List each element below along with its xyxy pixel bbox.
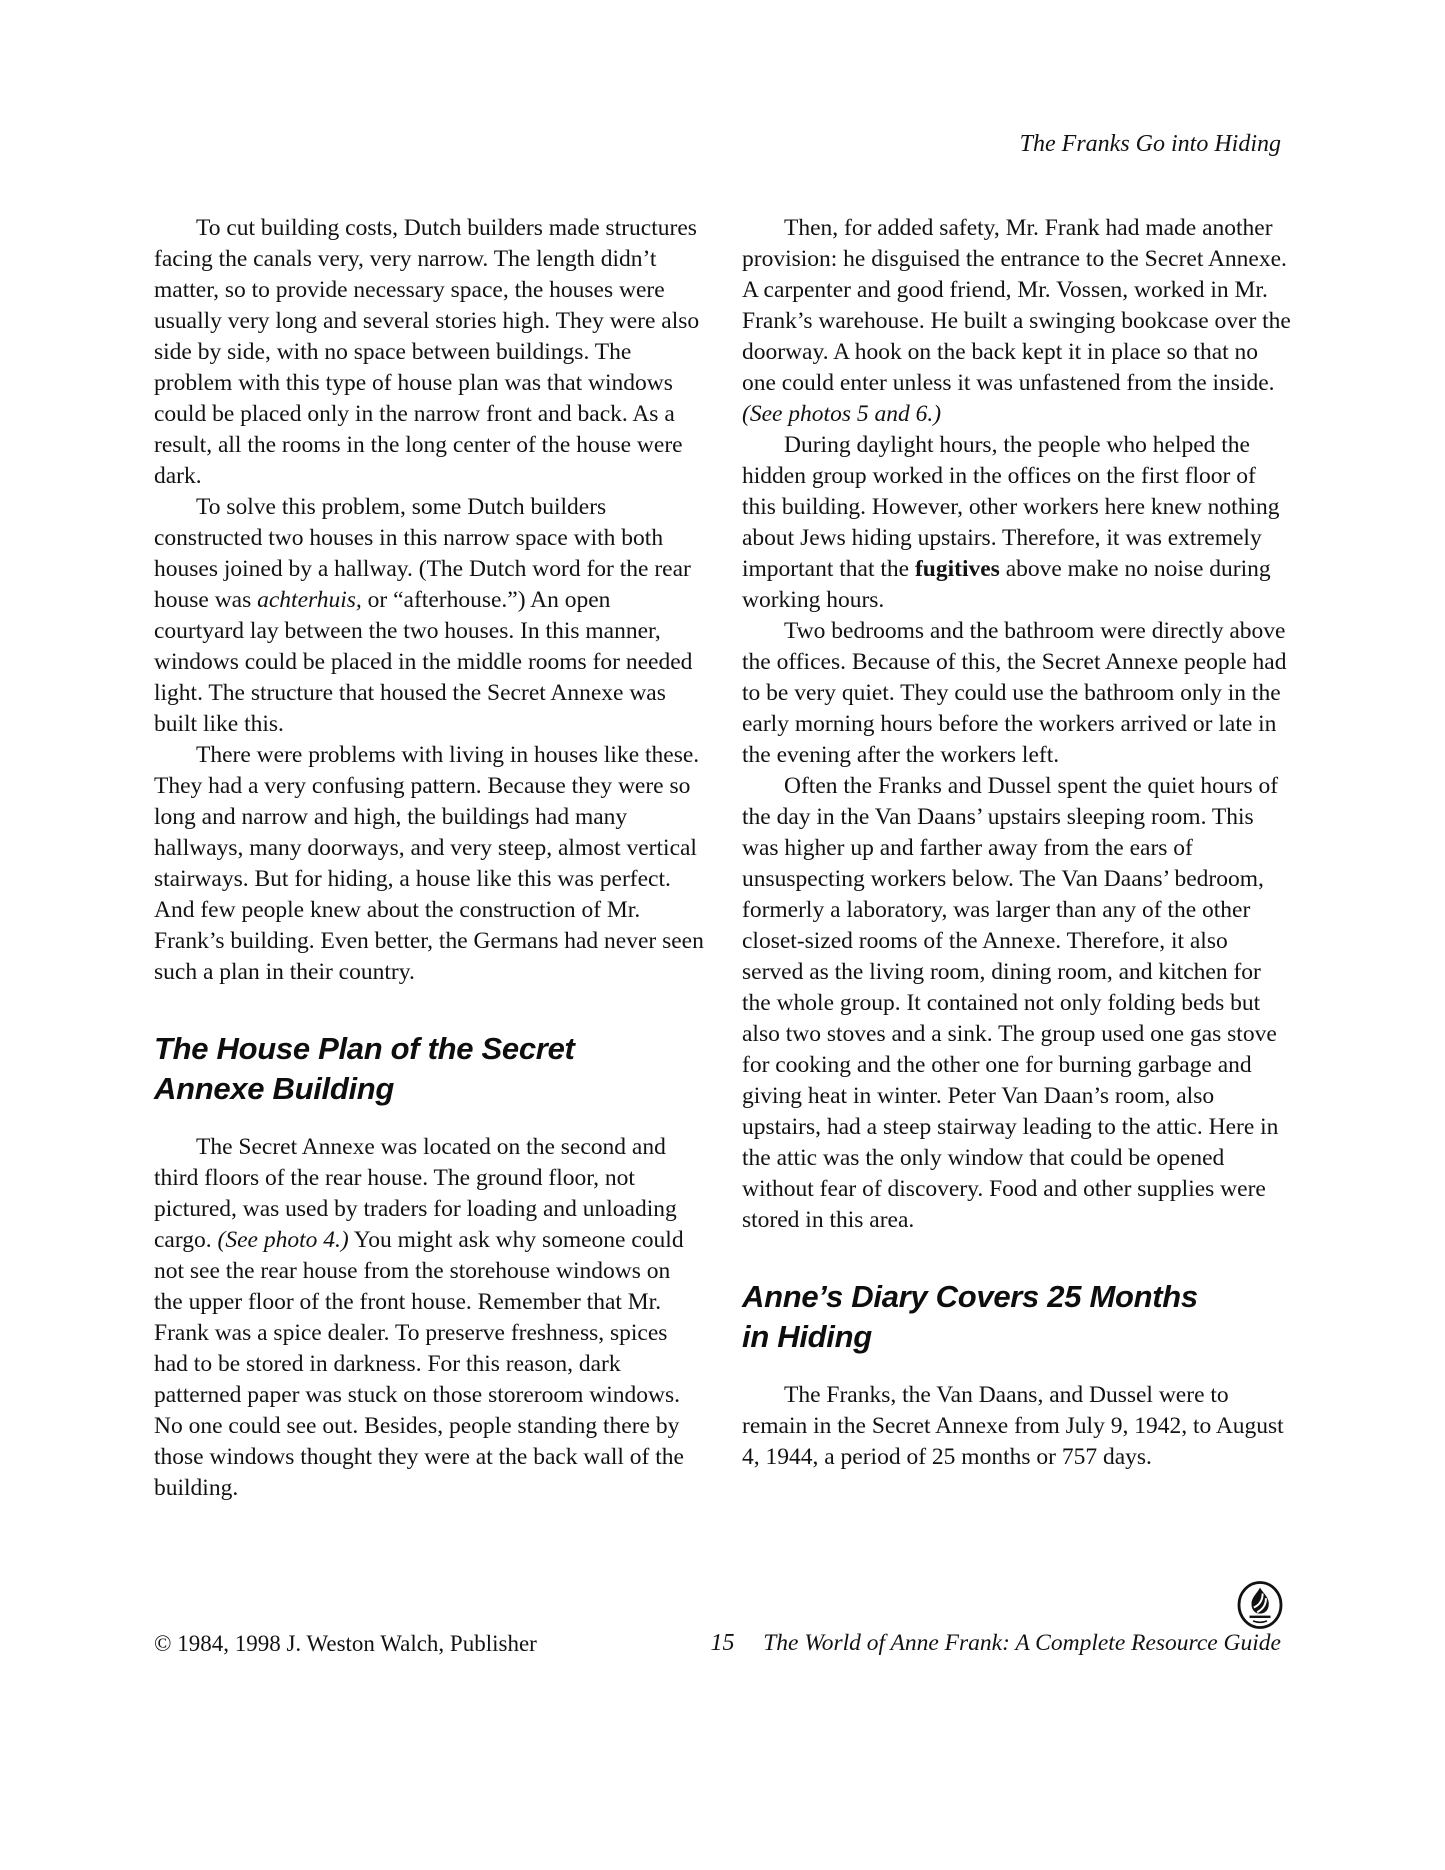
- section-heading-line: in Hiding: [742, 1319, 872, 1354]
- body-paragraph: [154, 492, 704, 740]
- body-paragraph: [742, 771, 1292, 1236]
- section-heading-line: The House Plan of the Secret: [154, 1031, 575, 1066]
- text-segment: achterhuis,: [257, 587, 362, 613]
- body-paragraph: [154, 213, 704, 492]
- body-paragraph: [742, 616, 1292, 771]
- text-segment: Two bedrooms and the bathroom were directly above the offices. Because of this, the Secret Annexe people had to be very quiet. They could use the bathroom only in the early morning hours before the workers arrived or late in the evening after the workers left.: [742, 618, 1287, 768]
- publisher-torch-logo: [1237, 1581, 1283, 1631]
- text-segment: Then, for added safety, Mr. Frank had made another provision: he disguised the entrance to the Secret Annexe. A carpenter and good friend, Mr. Vossen, worked in Mr. Frank’s warehouse. He built a swinging bookcase over the doorway. A hook on the back kept it in place so that no one could enter unless it was unfastened from the inside.: [742, 215, 1291, 396]
- section-heading-line: Annexe Building: [154, 1071, 395, 1106]
- text-segment: To cut building costs, Dutch builders made structures facing the canals very, very narrow. The length didn’t matter, so to provide necessary space, the houses were usually very long and several stories high. They were also side by side, with no space between buildings. The problem with this type of house plan was that windows could be placed only in the narrow front and back. As a result, all the rooms in the long center of the house were dark.: [154, 215, 700, 489]
- footer-copyright: © 1984, 1998 J. Weston Walch, Publisher: [154, 1631, 537, 1656]
- torch-flame-icon: [1237, 1581, 1283, 1631]
- section-heading-line: Anne’s Diary Covers 25 Months: [742, 1279, 1198, 1314]
- text-segment: The Franks, the Van Daans, and Dussel were to remain in the Secret Annexe from July 9, 1942, to August 4, 1944, a period of 25 months or 757 days.: [742, 1382, 1284, 1470]
- body-paragraph: [742, 1380, 1292, 1473]
- text-segment: The Secret Annexe was located on the second and third floors of the rear house. The ground floor, not pictured, was used by traders for loading and unloading cargo.: [154, 1134, 677, 1253]
- running-header: The Franks Go into Hiding: [1019, 131, 1281, 157]
- body-paragraph: [742, 213, 1292, 430]
- footer-page-number: 15: [710, 1630, 735, 1656]
- section-heading: [154, 1029, 704, 1109]
- text-segment: fugitives: [914, 556, 1000, 582]
- text-segment: or “afterhouse.”) An open courtyard lay between the two houses. In this manner, windows could be placed in the middle rooms for needed light. The structure that housed the Secret Annexe was built like this.: [154, 587, 693, 737]
- body-paragraph: [154, 1132, 704, 1504]
- text-segment: To solve this problem, some Dutch builders constructed two houses in this narrow space with both houses joined by a hallway. (The Dutch word for the rear house was: [154, 494, 691, 613]
- text-segment: There were problems with living in houses like these. They had a very confusing pattern. Because they were so long and narrow and high, the buildings had many hallways, many doorways, and very steep, almost vertical stairways. But for hiding, a house like this was perfect. And few people knew about the construction of Mr. Frank’s building. Even better, the Germans had never seen such a plan in their country.: [154, 742, 704, 985]
- footer-book-title: The World of Anne Frank: A Complete Resource Guide: [763, 1630, 1281, 1656]
- text-segment: Often the Franks and Dussel spent the quiet hours of the day in the Van Daans’ upstairs sleeping room. This was higher up and farther away from the ears of unsuspecting workers below. The Van Daans’ bedroom, formerly a laboratory, was larger than any of the other closet-sized rooms of the Annexe. Therefore, it also served as the living room, dining room, and kitchen for the whole group. It contained not only folding beds but also two stoves and a sink. The group used one gas stove for cooking and the other one for burning garbage and giving heat in winter. Peter Van Daan’s room, also upstairs, had a steep stairway leading to the attic. Here in the attic was the only window that could be opened without fear of discovery. Food and other supplies were stored in this area.: [742, 773, 1279, 1233]
- text-segment: (See photo 4.): [217, 1227, 349, 1253]
- text-segment: (See photos 5 and 6.): [742, 401, 942, 427]
- body-paragraph: [742, 430, 1292, 616]
- text-segment: You might ask why someone could not see the rear house from the storehouse windows on the upper floor of the front house. Remember that Mr. Frank was a spice dealer. To preserve freshness, spices had to be stored in darkness. For this reason, dark patterned paper was stuck on those storeroom windows. No one could see out. Besides, people standing there by those windows thought they were at the back wall of the building.: [154, 1227, 684, 1501]
- body-paragraph: [154, 740, 704, 988]
- text-segment: During daylight hours, the people who helped the hidden group worked in the offices on the first floor of this building. However, other workers here knew nothing about Jews hiding upstairs. Therefore, it was extremely important that the: [742, 432, 1280, 582]
- text-segment: above make no noise during working hours.: [742, 556, 1271, 613]
- section-heading: [742, 1277, 1292, 1357]
- right-column: [742, 213, 1292, 1473]
- left-column: [154, 213, 704, 1504]
